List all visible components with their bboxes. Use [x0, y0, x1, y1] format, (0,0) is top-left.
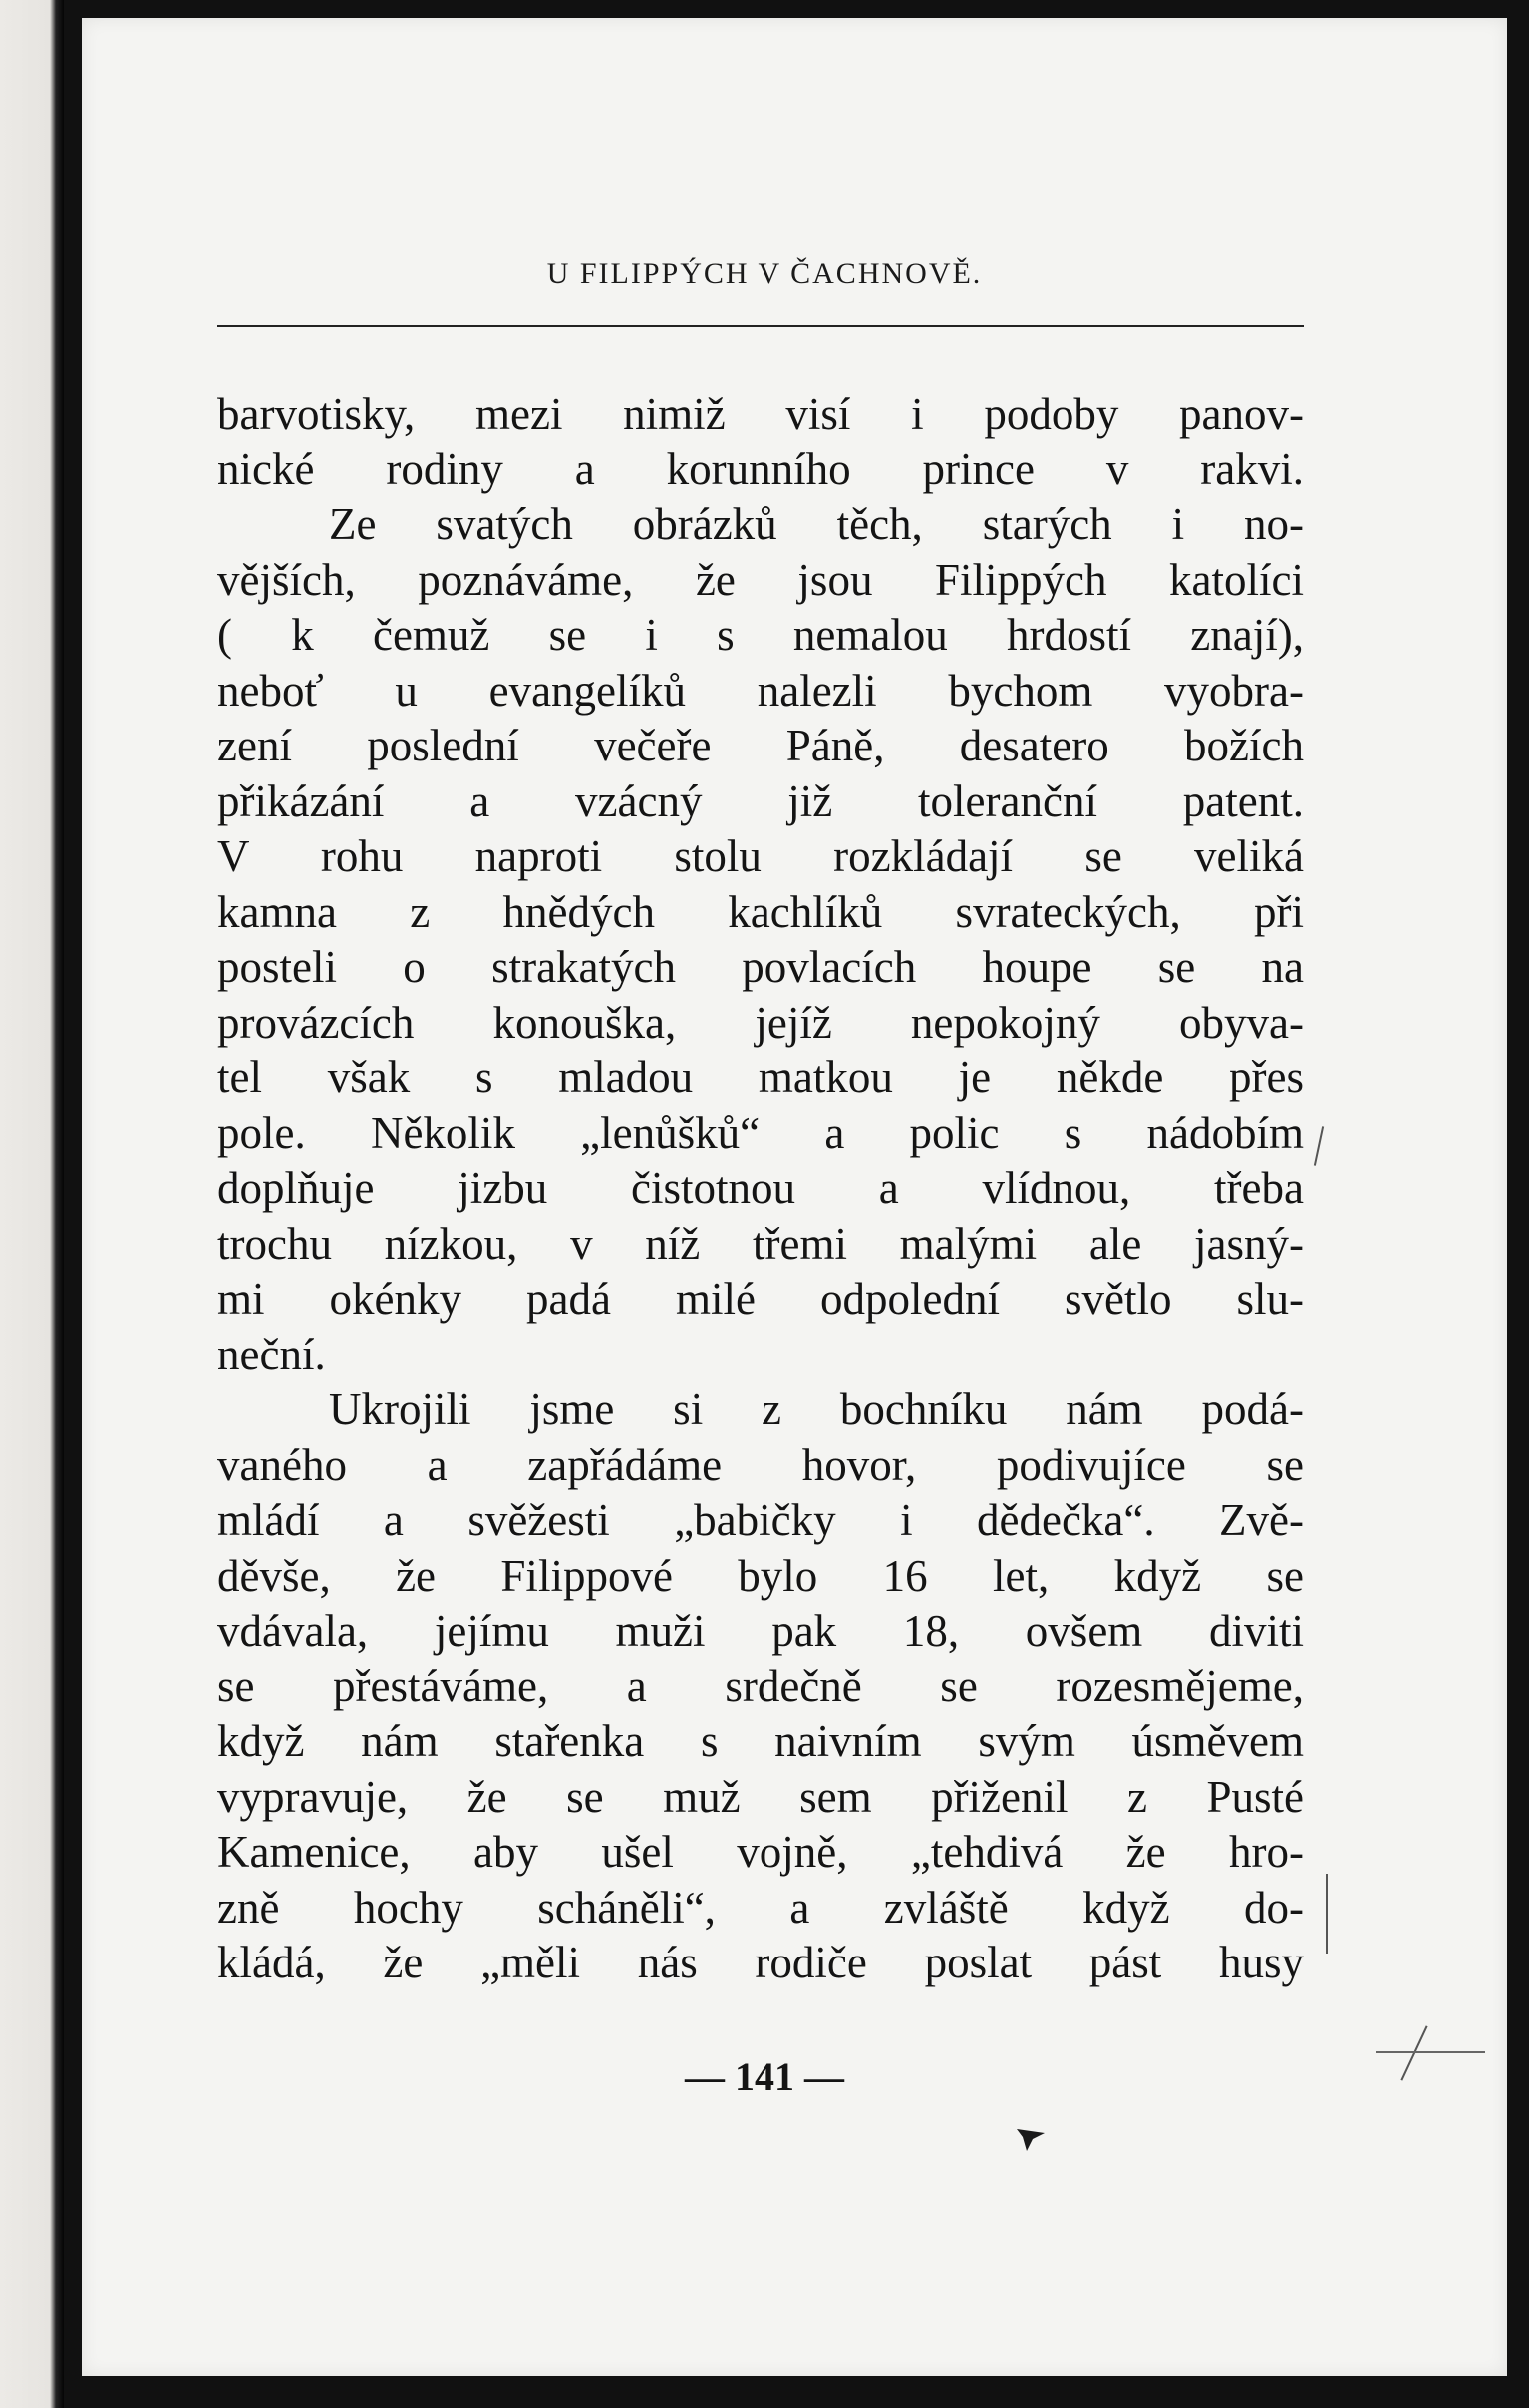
- running-title: U FILIPPÝCH V ČACHNOVĚ.: [546, 257, 983, 290]
- text-line: Kamenice, aby ušel vojně, „tehdivá že hro-: [217, 1827, 1304, 1877]
- text-line: zně hochy scháněli“, a zvláště když do-: [217, 1882, 1304, 1933]
- text-line: zení poslední večeře Páně, desatero božích: [217, 721, 1304, 770]
- text-line: ( k čemuž se i s nemalou hrdostí znají),: [217, 610, 1304, 660]
- text-line: Ze svatých obrázků těch, starých i no-: [329, 499, 1304, 549]
- text-line: kamna z hnědých kachlíků svrateckých, při: [217, 886, 1304, 937]
- text-line: barvotisky, mezi nimiž visí i podoby panov-: [217, 389, 1304, 439]
- text-line: se přestáváme, a srdečně se rozesmějeme,: [217, 1660, 1304, 1711]
- text-line: doplňuje jizbu čistotnou a vlídnou, třeba: [217, 1163, 1304, 1213]
- text-line: Ukrojili jsme si z bochníku nám podá-: [329, 1384, 1304, 1434]
- text-line: vaného a zapřádáme hovor, podivujíce se: [217, 1439, 1304, 1490]
- page-number: — 141 —: [685, 2054, 844, 2099]
- binding-edge: [0, 0, 64, 2408]
- text-line: posteli o strakatých povlacích houpe se na: [217, 942, 1304, 992]
- header-rule: [217, 325, 1304, 327]
- text-line: kládá, že „měli nás rodiče poslat pást husy: [217, 1938, 1304, 1987]
- text-line: provázcích konouška, jejíž nepokojný obyva-: [217, 997, 1304, 1048]
- text-line: mi okénky padá milé odpolední světlo slu-: [217, 1274, 1304, 1324]
- text-line: když nám stařenka s naivním svým úsměvem: [217, 1716, 1304, 1766]
- text-line: neční.: [217, 1329, 326, 1379]
- text-line: vypravuje, že se muž sem přiženil z Pusté: [217, 1771, 1304, 1822]
- text-line: mládí a svěžesti „babičky i dědečka“. Zvě-: [217, 1495, 1304, 1545]
- text-line: děvše, že Filippové bylo 16 let, když se: [217, 1550, 1304, 1601]
- ink-blot-icon: [1015, 2125, 1049, 2153]
- margin-pencil-mark: [1376, 2051, 1485, 2053]
- body-text: [217, 387, 1304, 1991]
- text-line: tel však s mladou matkou je někde přes: [217, 1053, 1304, 1102]
- text-line: přikázání a vzácný již toleranční patent.: [217, 775, 1304, 826]
- text-line: neboť u evangelíků nalezli bychom vyobra-: [217, 665, 1304, 716]
- text-line: V rohu naproti stolu rozkládají se veliká: [217, 831, 1304, 881]
- text-line: pole. Několik „lenůšků“ a polic s nádobím: [217, 1107, 1304, 1158]
- text-line: nické rodiny a korunního prince v rakvi.: [217, 444, 1304, 494]
- text-line: trochu nízkou, v níž třemi malými ale jasný-: [217, 1218, 1304, 1269]
- margin-pencil-mark: [1326, 1874, 1328, 1954]
- text-line: vdávala, jejímu muži pak 18, ovšem diviti: [217, 1606, 1304, 1656]
- text-line: vějších, poznáváme, že jsou Filippých katolíci: [217, 554, 1304, 605]
